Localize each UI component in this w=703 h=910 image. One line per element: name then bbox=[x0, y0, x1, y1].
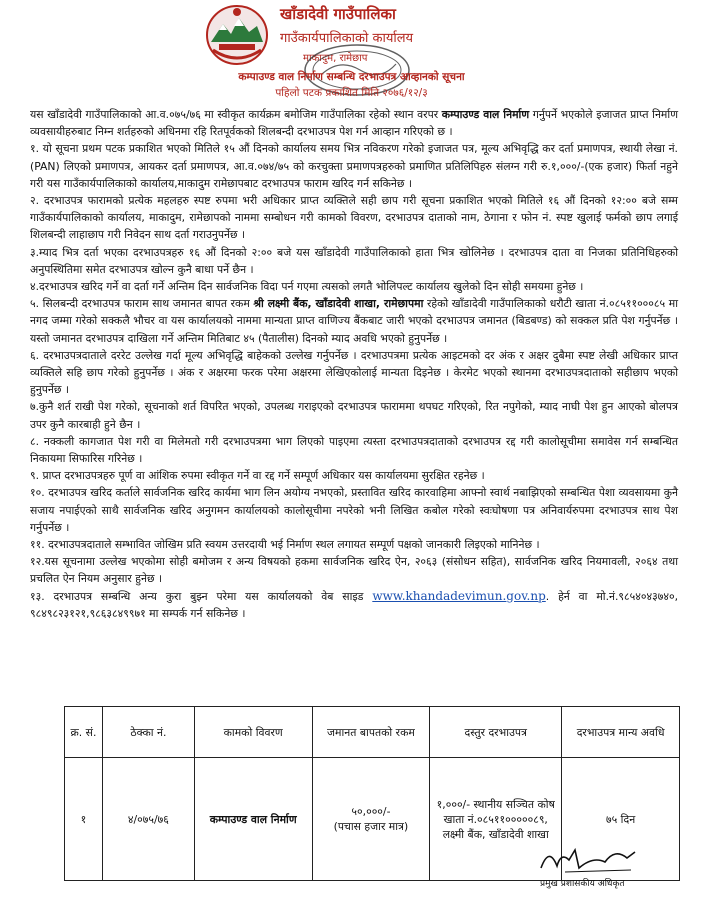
signature-label: प्रमुख प्रशासकीय अधिकृत bbox=[540, 879, 625, 889]
condition-13-text: १३. दरभाउपत्र सम्बन्धि अन्य कुरा बुझ्न परेमा यस कार्यालयको वेब साइड bbox=[30, 589, 373, 603]
cell-work-text: कम्पाउण्ड वाल निर्माण bbox=[209, 812, 297, 826]
nepal-emblem-icon bbox=[205, 4, 269, 66]
cell-contract-no: ४/०७५/७६ bbox=[102, 758, 194, 881]
condition-3: ३.म्याद भित्र दर्ता भएका दरभाउपत्रहरु १६ औं दिनको २:०० बजे यस खाँडादेवी गाउँपालिकाको हाता भित्र खोलिनेछ । दरभाउपत्र दाता वा निजका प्रतिनिधिहरुको अनुपस्थितिमा समेत दरभाउपत्र खोल्न कुनै बाधा पर्ने छैन । bbox=[30, 245, 678, 276]
work-name-bold: कम्पाउण्ड वाल निर्माण bbox=[441, 108, 530, 121]
header-sn: क्र. सं. bbox=[65, 707, 103, 758]
condition-12: १२.यस सूचनामा उल्लेख भएकोमा सोही बमोजम र अन्य विषयको हकमा सार्वजनिक खरिद ऐन, २०६३ (संसोधन सहित), सार्वजनिक खरिद नियमावली, २०६४ तथा प्रचलित ऐन नियम अनुसार हुनेछ । bbox=[30, 555, 678, 586]
condition-8: ८. नक्कली कागजात पेश गरी वा मिलेमतो गरी दरभाउपत्रमा भाग लिएको पाइएमा त्यस्ता दरभाउपत्रदाताको दरभाउपत्र रद्द गरी कालोसूचीमा समावेस गर्न सम्बन्धित निकायमा सिफारिस गरिनेछ । bbox=[30, 434, 678, 466]
condition-13-rest: . हेर्न वा मो.नं.९८५४०४३७४०, ९८४९८२३१२१,९८६३८४९९७१ मा सम्पर्क गर्न सकिनेछ । bbox=[30, 589, 679, 620]
website-link[interactable]: www.khandadevimun.gov.np bbox=[372, 588, 546, 603]
condition-1: १. यो सूचना प्रथम पटक प्रकाशित भएको मितिले १५ औं दिनको कार्यालय समय भित्र नविकरण गरेको इजाजत पत्र, मूल्य अभिवृद्धि कर दर्ता प्रमाणपत्र, स्थायी लेखा नं.(PAN) लिएको प्रमाणपत्र, आयकर दर्ता प्रमाणपत्र, आ.व.०७४/७५ को करचुक्ता प्रमाणपत्रहरुको प्रमाणित प्रतिलिपिहरु संलग्न गरी रु.१,०००/-(एक हजार) फिर्ता नहुने गरी यस गाउँकार्यपालिकाको कार्यालय,माकादुम रामेछापबाट दरभाउपत्र फाराम खरिद गर्न सकिनेछ । bbox=[30, 142, 678, 190]
header-work: कामको विवरण bbox=[194, 707, 312, 758]
signature-image bbox=[535, 842, 640, 876]
condition-9: ९. प्राप्त दरभाउपत्रहरु पूर्ण वा आंशिक रुपमा स्वीकृत गर्ने वा रद्द गर्ने सम्पूर्ण अधिकार यस कार्यालयमा सुरक्षित रहनेछ । bbox=[30, 469, 485, 483]
condition-2: २. दरभाउपत्र फारामको प्रत्येक महलहरु स्पष्ट रुपमा भरी अधिकार प्राप्त व्यक्तिले सही छाप गरी सूचना प्रकाशित भएको मितिले १६ औं दिनको १२:०० बजे सम्म गाउँकार्यपालिकाको कार्यालय, माकादुम, रामेछापको नाममा सम्बोधन गरी कामको विवरण, दरभाउपत्र दाताको नाम, ठेगाना र फोन नं. स्पष्ट खुलाई फर्मको छाप लगाई शिलबन्दी लाहाछाप गरी निवेदन साथ दर्ता गराउनुपर्नेछ । bbox=[30, 194, 678, 242]
cell-amount-words: (पचास हजार मात्र) bbox=[333, 820, 409, 833]
office-location: माकादुम, रामेछाप bbox=[303, 53, 368, 64]
bank-name-bold: श्री लक्ष्मी बैंक, खाँडादेवी शाखा, रामेछापमा bbox=[253, 297, 424, 311]
cell-validity: ७५ दिन bbox=[562, 758, 680, 881]
condition-6: ६. दरभाउपत्रदाताले दररेट उल्लेख गर्दा मूल्य अभिवृद्धि बाहेकको उल्लेख गर्नुपर्नेछ । दरभाउपत्रमा प्रत्येक आइटमको दर अंक र अक्षर दुबैमा स्पष्ट लेखी अधिकार प्राप्त व्यक्तिले सहि छाप गरेको हुनुपर्नेछ । अंक र अक्षरमा फरक परेमा अक्षरमा लेखिएकोलाई मान्यता दिइनेछ । केरमेट भएको स्थानमा दरभाउपत्रदाताको सहीछाप भएको हुनुपर्नेछ । bbox=[30, 348, 678, 397]
notice-body bbox=[30, 106, 678, 622]
header-validity: दरभाउपत्र मान्य अवधि bbox=[562, 707, 680, 758]
condition-4: ४.दरभाउपत्र खरिद गर्ने वा दर्ता गर्ने अन्तिम दिन सार्वजनिक विदा पर्न गएमा त्यसको लगतै भोलिपल्ट कार्यालय खुलेको दिन सोही समयमा हुनेछ । bbox=[30, 280, 584, 294]
condition-10: १०. दरभाउपत्र खरिद कर्ताले सार्वजनिक खरिद कार्यमा भाग लिन अयोग्य नभएको, प्रस्तावित खरिद कारवाहिमा आफ्नो स्वार्थ नबाझिएको सम्बन्धित पेशा व्यवसायमा कुनै सजाय नपाईएको साथै सार्वजनिक खरिद अनुगमन कार्यालयको कालोसूचीमा नपरेको भनी लिखित कबोल गरेको स्वःघोषणा पत्र अनिवार्यरुपमा दरभाउपत्र साथ पेश गर्नुपर्नेछ । bbox=[30, 486, 678, 534]
condition-7: ७.कुनै शर्त राखी पेश गरेको, सूचनाको शर्त विपरित भएको, उपलब्ध गराइएको दरभाउपत्र फाराममा थपघट गरिएको, रित नपुगेको, म्याद नाघी पेश हुन आएको बोलपत्र उपर कुनै कारबाही हुने छैन । bbox=[30, 400, 678, 431]
office-name: गाउँकार्यपालिकाको कार्यालय bbox=[280, 31, 414, 46]
notice-title: कम्पाउण्ड वाल निर्माण सम्बन्धि दरभाउपत्र आव्हानको सूचना bbox=[238, 71, 465, 83]
intro-text: यस खाँडादेवी गाउँपालिकाको आ.व.०७५/७६ मा स्वीकृत कार्यक्रम बमोजिम गाउँपालिका रहेको स्थान वरपर bbox=[30, 108, 442, 121]
cell-amount bbox=[312, 758, 430, 881]
header-amount: जमानत बापतको रकम bbox=[312, 707, 430, 758]
cell-sn: १ bbox=[65, 758, 103, 881]
cell-fee: १,०००/- स्थानीय सञ्चित कोष खाता नं.०८५११०००००८९, लक्ष्मी बैंक, खाँडादेवी शाखा bbox=[430, 758, 562, 881]
condition-13 bbox=[30, 588, 678, 622]
header-fee: दस्तुर दरभाउपत्र bbox=[430, 707, 562, 758]
condition-11: ११. दरभाउपत्रदाताले सम्भावित जोखिम प्रति स्वयम उत्तरदायी भई निर्माण स्थल लगायत सम्पूर्ण पक्षको जानकारी लिइएको मानिनेछ । bbox=[30, 538, 540, 552]
org-name: खाँडादेवी गाउँपालिका bbox=[280, 5, 396, 23]
condition-5-text: ५. सिलबन्दी दरभाउपत्र फाराम साथ जमानत बापत रकम bbox=[30, 297, 254, 311]
intro-text-rest: गर्नुपर्ने भएकोले इजाजत प्राप्त निर्माण व्यवसायीहरुबाट निम्न शर्तहरुको अधिनमा रहि रितपूर्वकको शिलबन्दी दरभाउपत्र पेश गर्न आव्हान गरिएको छ । bbox=[30, 108, 678, 139]
table-header-row bbox=[65, 707, 680, 758]
header-contract-no: ठेक्का नं. bbox=[102, 707, 194, 758]
publish-date: पहिलो पटक प्रकाशित मिति २०७६/१२/३ bbox=[275, 87, 428, 99]
cell-amount-figure: ५०,०००/- bbox=[351, 805, 391, 818]
condition-5-rest: रहेको खाँडादेवी गाउँपालिकाको धरौटी खाता नं.०८५११०००८५ मा नगद जम्मा गरेको सक्कलै भौचर वा यस कार्यालयको नाममा मान्यता प्राप्त वाणिज्य बैंकबाट जारी भएको दरभाउपत्र जमानत (बिडबण्ड) को सक्कल प्रति पेश गर्नुपर्नेछ । यस्तो जमानत दरभाउपत्र दाखिला गर्ने अन्तिम मितिबाट ४५ (पैतालीस) दिनको म्याद अवधि भएको हुनुपर्नेछ । bbox=[30, 297, 678, 345]
cell-work bbox=[194, 758, 312, 881]
intro-paragraph bbox=[30, 106, 678, 140]
condition-5 bbox=[30, 295, 678, 347]
